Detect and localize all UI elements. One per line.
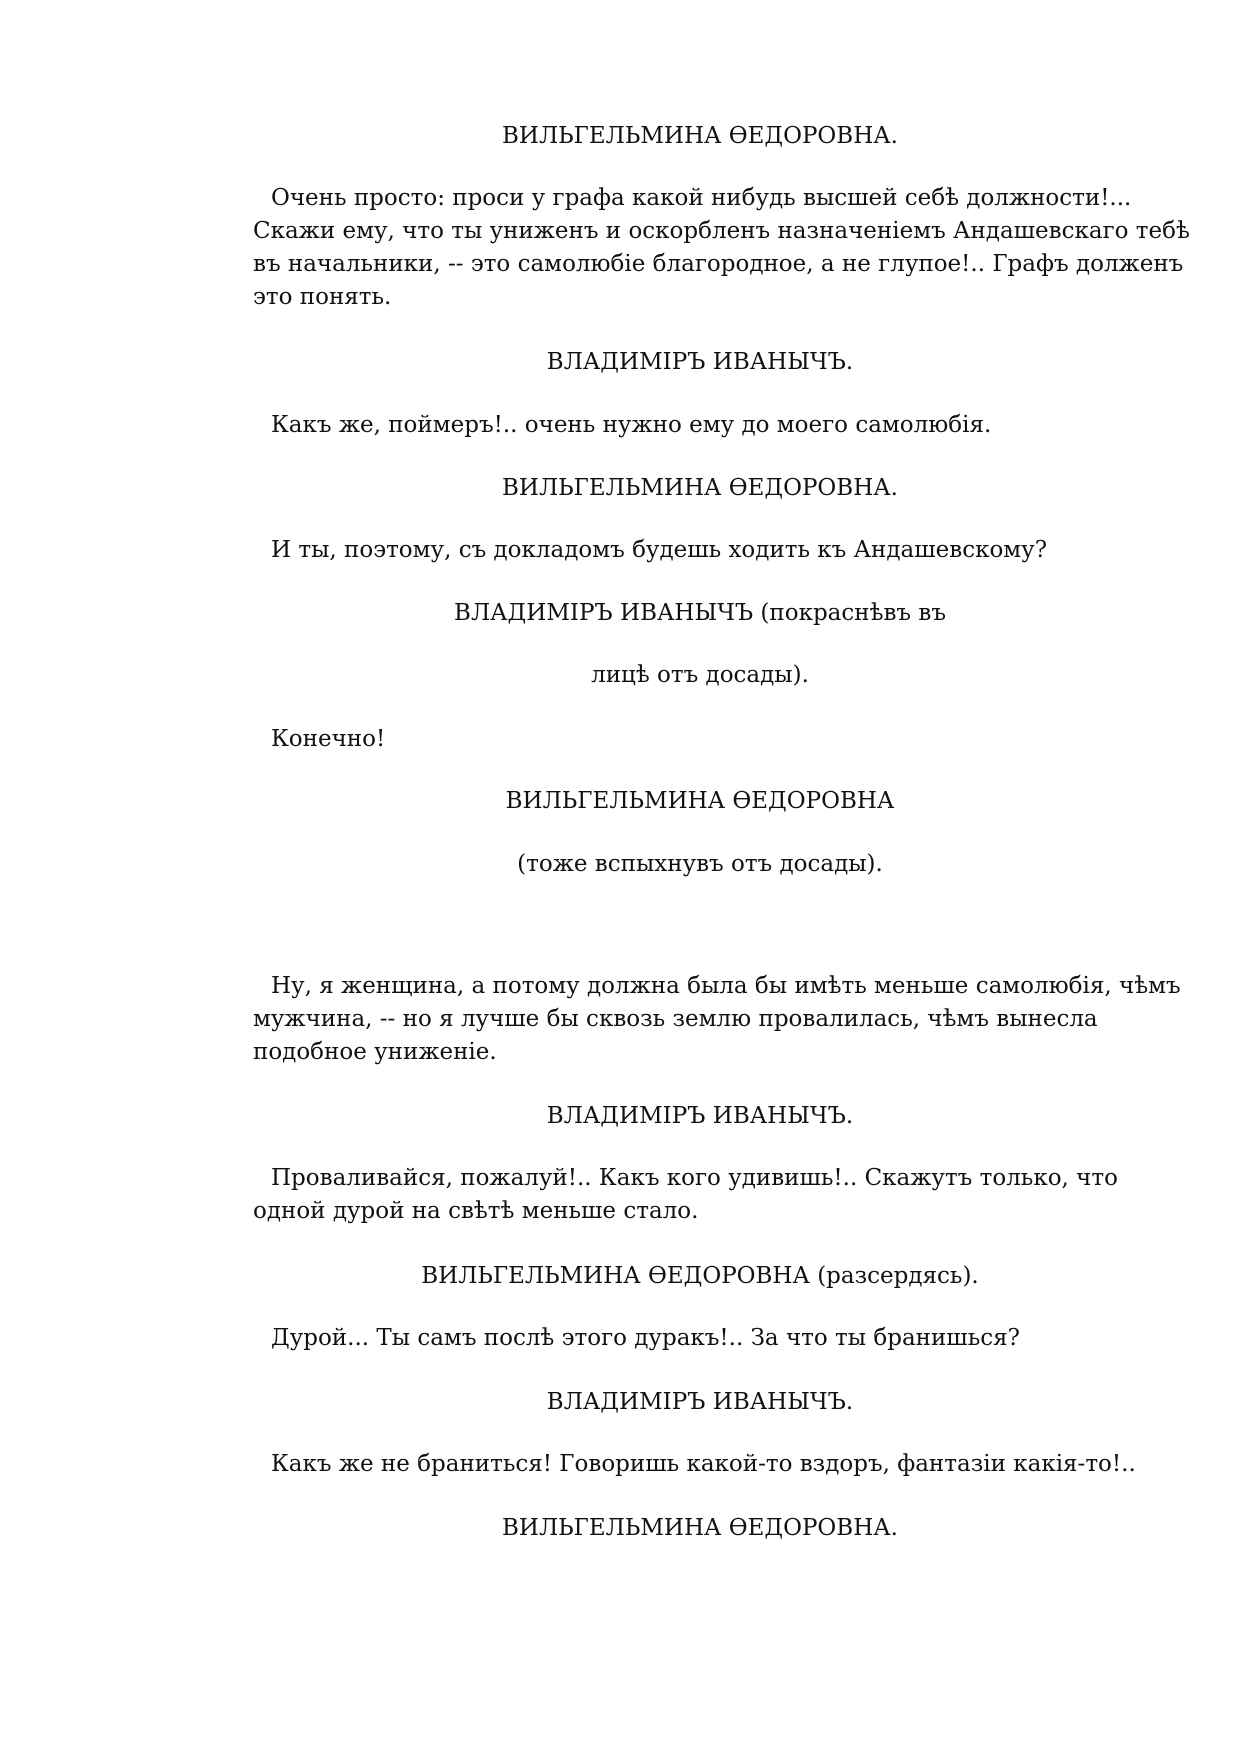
dialogue-line: въ начальники, -- это самолюбіе благородное, а не глупое!.. Графъ долженъ [253, 251, 1184, 277]
dialogue-line: И ты, поэтому, съ докладомъ будешь ходить къ Андашевскому? [271, 537, 1048, 563]
speaker-heading: ВИЛЬГЕЛЬМИНА ѲЕДОРОВНА. [502, 1515, 898, 1541]
speaker-heading: ВЛАДИМІРЪ ИВАНЫЧЪ. [546, 1389, 854, 1415]
speaker-heading: ВИЛЬГЕЛЬМИНА ѲЕДОРОВНА [505, 788, 895, 814]
dialogue-line: Конечно! [271, 726, 386, 752]
speaker-heading: ВИЛЬГЕЛЬМИНА ѲЕДОРОВНА (разсердясь). [421, 1263, 979, 1289]
speaker-heading: ВИЛЬГЕЛЬМИНА ѲЕДОРОВНА. [502, 475, 898, 501]
dialogue-line: Проваливайся, пожалуй!.. Какъ кого удивишь!.. Скажутъ только, что [271, 1165, 1118, 1191]
dialogue-line: Ну, я женщина, а потому должна была бы имѣть меньше самолюбія, чѣмъ [271, 973, 1181, 999]
speaker-heading: ВЛАДИМІРЪ ИВАНЫЧЪ. [546, 1103, 854, 1129]
dialogue-line: одной дурой на свѣтѣ меньше стало. [253, 1198, 699, 1224]
stage-direction: (тоже вспыхнувъ отъ досады). [517, 851, 883, 877]
dialogue-line: Очень просто: проси у графа какой нибудь высшей себѣ должности!... [271, 185, 1132, 211]
stage-direction: лицѣ отъ досады). [591, 662, 809, 688]
speaker-heading: ВИЛЬГЕЛЬМИНА ѲЕДОРОВНА. [502, 123, 898, 149]
dialogue-line: Дурой... Ты самъ послѣ этого дуракъ!.. За что ты бранишься? [271, 1325, 1020, 1351]
dialogue-line: Скажи ему, что ты униженъ и оскорбленъ назначеніемъ Андашевскаго тебѣ [253, 218, 1190, 244]
dialogue-line: Какъ же не браниться! Говоришь какой-то вздоръ, фантазіи какія-то!.. [271, 1451, 1136, 1477]
speaker-heading: ВЛАДИМІРЪ ИВАНЫЧЪ. [546, 349, 854, 375]
dialogue-line: Какъ же, поймеръ!.. очень нужно ему до моего самолюбія. [271, 412, 992, 438]
speaker-heading: ВЛАДИМІРЪ ИВАНЫЧЪ (покраснѣвъ въ [454, 600, 946, 626]
dialogue-line: это понять. [253, 284, 392, 310]
dialogue-line: мужчина, -- но я лучше бы сквозь землю провалилась, чѣмъ вынесла [253, 1006, 1098, 1032]
dialogue-line: подобное униженіе. [253, 1039, 497, 1065]
